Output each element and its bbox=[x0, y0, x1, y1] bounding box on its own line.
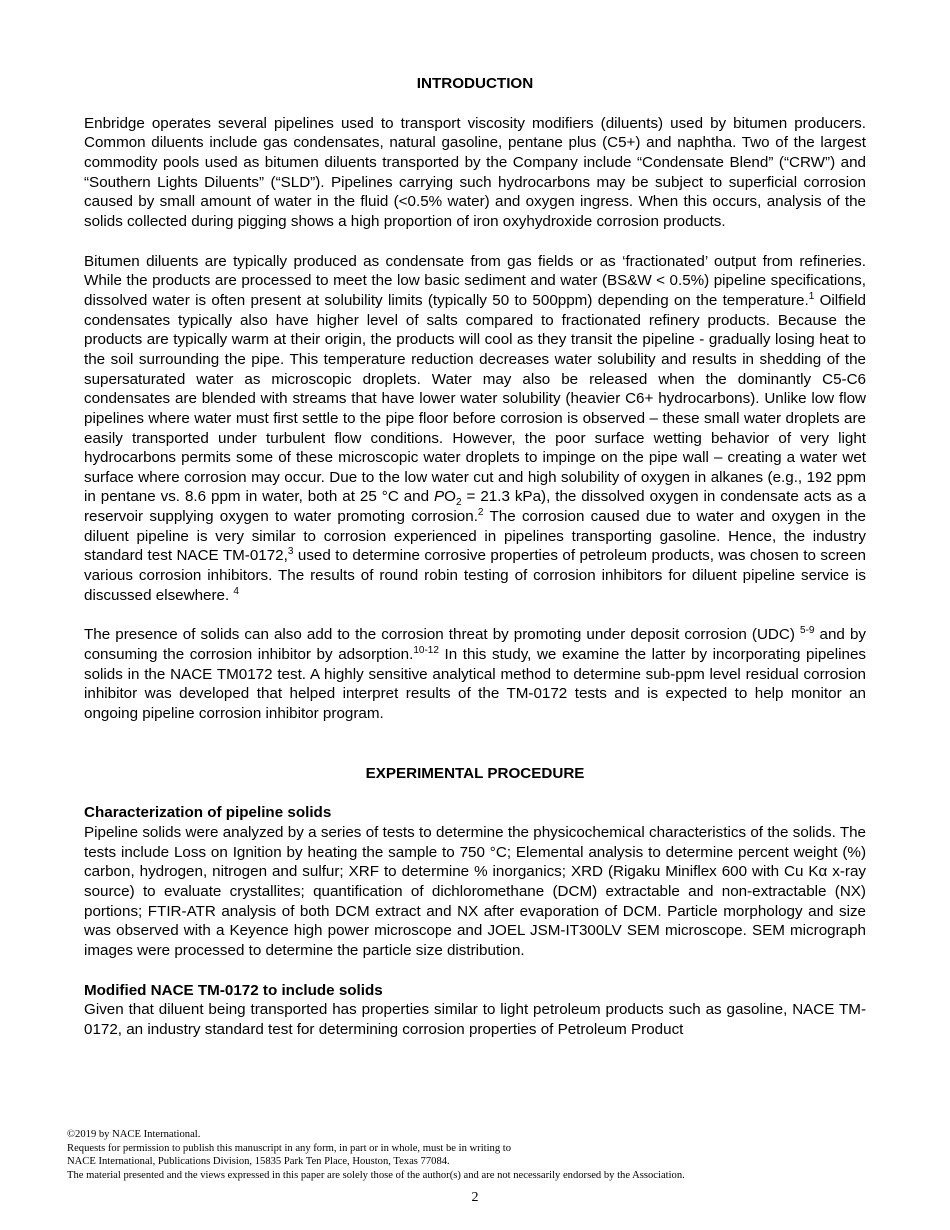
modified-nace-heading: Modified NACE TM-0172 to include solids bbox=[84, 981, 383, 999]
intro-p2-text-2: Oilfield condensates typically also have higher level of salts compared to fractionated refinery products. Because the products are typically warm at their origin, the products will cool as they transit the pipeline - gradually losing heat to the soil surrounding the pipe. This temperature reduction decreases water solubility and results in shedding of the supersaturated water as microscopic droplets. Water may also be released when the dominantly C5-C6 condensates are blended with streams that have lower water solubility (heavier C6+ hydrocarbons). Unlike low flow pipelines where water must first settle to the pipe floor before corrosion is observed – these small water droplets are easily transported under turbulent flow conditions. However, the poor surface wetting behavior of very light hydrocarbons permits some of these microscopic water droplets to impinge on the pipe wall – creating a water wet surface where corrosion may occur. Due to the low water cut and high solubility of oxygen in alkanes (e.g., 192 ppm in pentane vs. 8.6 ppm in water, both at 25 °C and bbox=[84, 291, 866, 506]
page-number: 2 bbox=[471, 1190, 479, 1205]
footer-disclaimer: The material presented and the views expressed in this paper are solely those of the author(s) and are not necessarily endorsed by the Association. bbox=[67, 1169, 685, 1181]
footer-permission: Requests for permission to publish this manuscript in any form, in part or in whole, must be in writing to bbox=[67, 1142, 512, 1154]
introduction-title: INTRODUCTION bbox=[416, 75, 534, 92]
intro-p2-text-5: used to determine corrosive properties of petroleum products, was chosen to screen various corrosion inhibitors. The results of round robin testing of corrosion inhibitors for diluent pipeline service is discussed elsewhere. bbox=[84, 547, 867, 604]
intro-p2-text-4: The corrosion caused due to water and oxygen in the diluent pipeline is very similar to corrosion experienced in pipelines transporting gasoline. Hence, the industry standard test NACE TM-0172, bbox=[84, 508, 866, 565]
citation-2: 2 bbox=[477, 507, 484, 519]
citation-3: 3 bbox=[287, 546, 294, 558]
intro-p2-text-3: = 21.3 kPa), the dissolved oxygen in condensate acts as a reservoir supplying oxygen to water promoting corrosion. bbox=[84, 488, 866, 526]
characterization-paragraph: Pipeline solids were analyzed by a series of tests to determine the physicochemical characteristics of the solids. The tests include Loss on Ignition by heating the sample to 750 °C; Elemental analysis to determine percent weight (%) carbon, hydrogen, nitrogen and sulfur; XRF to determine % inorganics; XRD (Rigaku Miniflex 600 with Cu Kα x-ray source) to evaluate crystallites; quantification of dichloromethane (DCM) extractable and non-extractable (NX) portions; FTIR-ATR analysis of both DCM extract and NX after evaporation of DCM. Particle morphology and size was observed with a Keyence high power microscope and JOEL JSM-IT300LV SEM microscope. SEM micrograph images were processed to determine the particle size distribution. bbox=[84, 824, 866, 959]
oxygen-symbol: O bbox=[444, 488, 456, 506]
oxygen-subscript: 2 bbox=[456, 497, 462, 509]
intro-p3-text-3: In this study, we examine the latter by incorporating pipelines solids in the NACE TM0172 test. A highly sensitive analytical method to determine sub-ppm level residual corrosion inhibitor was developed that helped interpret results of the TM-0172 tests and is expected to help monitor an ongoing pipeline corrosion inhibitor program. bbox=[84, 646, 866, 723]
citation-10-12: 10-12 bbox=[413, 645, 439, 656]
modified-nace-paragraph: Given that diluent being transported has properties similar to light petroleum products such as gasoline, NACE TM-0172, an industry standard test for determining corrosion properties of Petroleum Product bbox=[84, 1001, 866, 1038]
partial-pressure-symbol: P bbox=[434, 488, 445, 506]
experimental-procedure-title: EXPERIMENTAL PROCEDURE bbox=[365, 764, 585, 782]
footer-address: NACE International, Publications Division, 15835 Park Ten Place, Houston, Texas 77084. bbox=[67, 1156, 450, 1167]
intro-paragraph-2 bbox=[84, 252, 866, 606]
characterization-heading: Characterization of pipeline solids bbox=[84, 804, 332, 822]
copyright-footer bbox=[67, 1128, 883, 1182]
intro-p3-text-2: and by consuming the corrosion inhibitor by adsorption. bbox=[84, 626, 866, 664]
citation-5-9: 5-9 bbox=[800, 625, 815, 637]
intro-p3-text-1: The presence of solids can also add to the corrosion threat by promoting under deposit corrosion (UDC) bbox=[84, 626, 801, 644]
intro-paragraph-3 bbox=[84, 625, 866, 723]
citation-1: 1 bbox=[808, 290, 815, 302]
citation-4: 4 bbox=[233, 585, 239, 597]
intro-paragraph-1: Enbridge operates several pipelines used to transport viscosity modifiers (diluents) used by bitumen producers. Common diluents include gas condensates, natural gasoline, pentane plus (C5+) and naphtha. Two of the largest commodity pools used as bitumen diluents transported by the Company include “Condensate Blend” (“CRW”) and “Southern Lights Diluents” (“SLD”). Pipelines carrying such hydrocarbons may be subject to superficial corrosion caused by small amount of water in the fluid (<0.5% water) and oxygen ingress. When this occurs, analysis of the solids collected during pigging shows a high proportion of iron oxyhydroxide corrosion products. bbox=[84, 114, 866, 230]
footer-copyright: ©2019 by NACE International. bbox=[67, 1129, 201, 1140]
intro-p2-text-1: Bitumen diluents are typically produced as condensate from gas fields or as ‘fractionated’ output from refineries. While the products are processed to meet the low basic sediment and water (BS&W < 0.5%) pipeline specifications, dissolved water is often present at solubility limits (typically 50 to 500ppm) depending on the temperature. bbox=[84, 252, 866, 309]
body-content bbox=[84, 74, 866, 1060]
